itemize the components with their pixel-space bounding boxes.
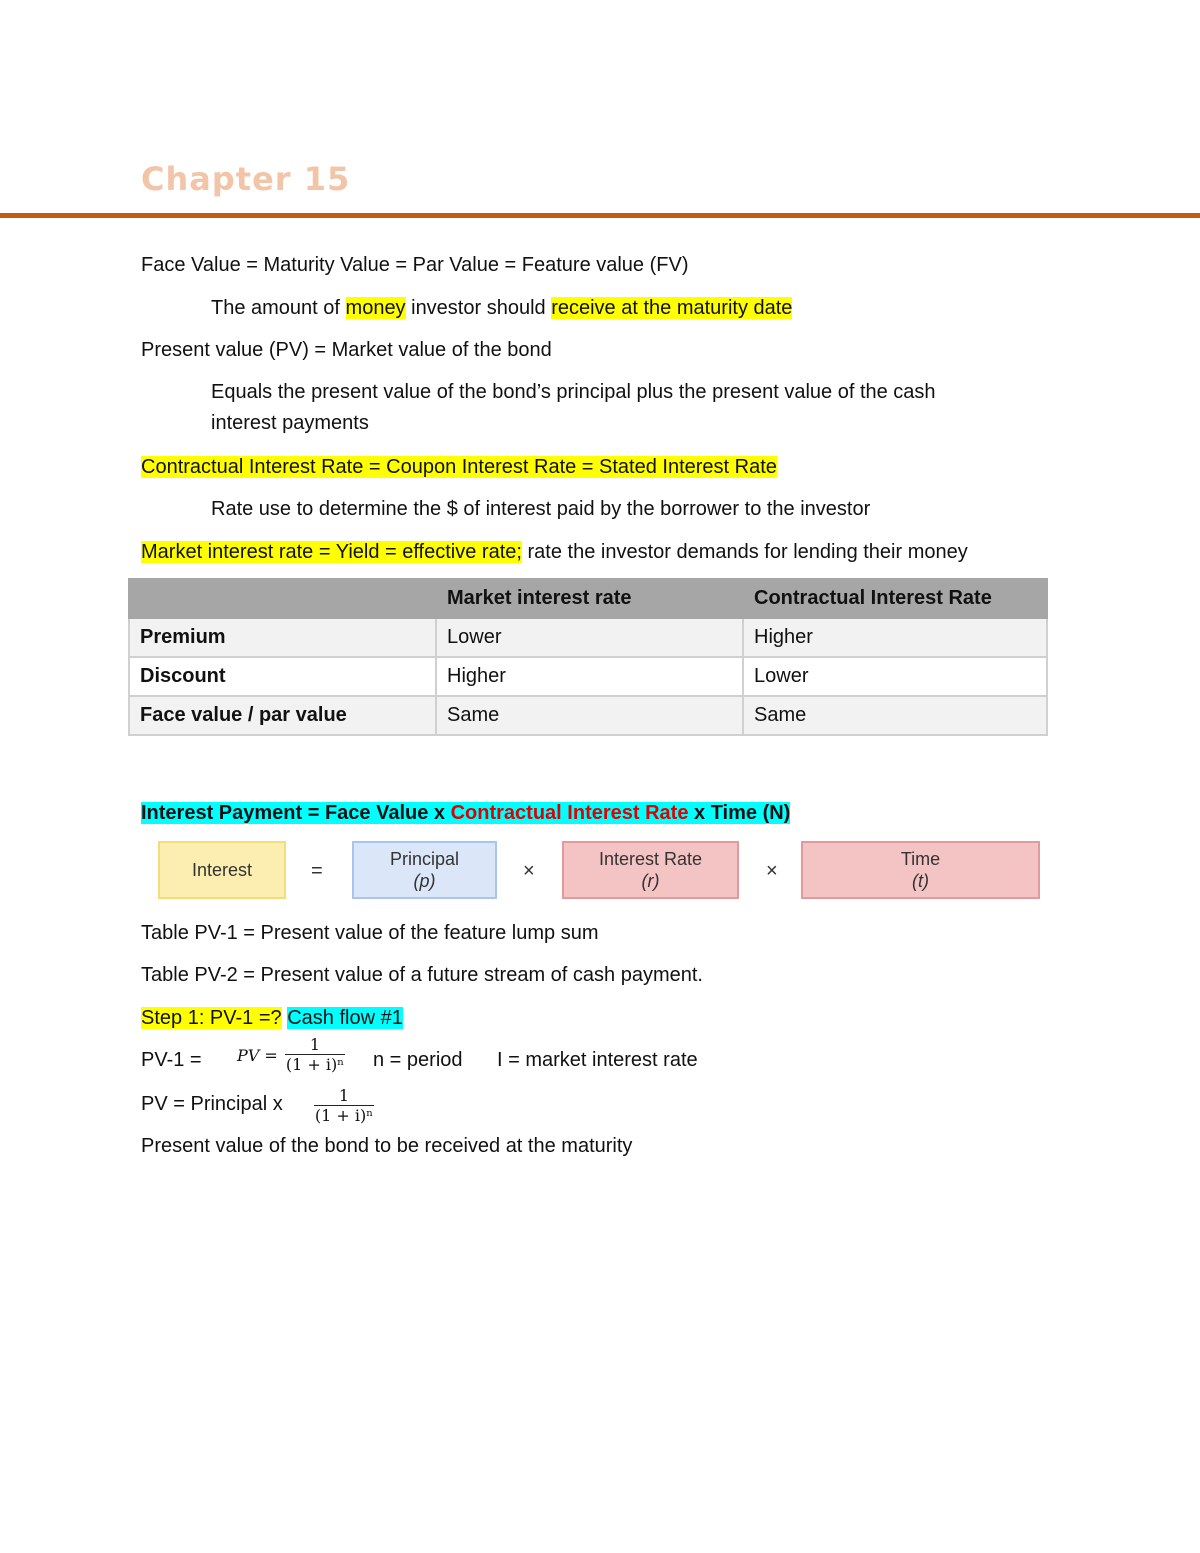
table-row-label: Discount [129, 657, 436, 696]
table-row [129, 696, 1047, 735]
table-header-cell [129, 579, 436, 618]
times-sign: × [766, 860, 778, 882]
table-row-label: Premium [129, 618, 436, 657]
time-variable: (t) [912, 871, 929, 891]
chapter-title: Chapter 15 [141, 160, 351, 198]
table-pv1-note: Table PV-1 = Present value of the feature lump sum [141, 922, 599, 944]
highlight-cash-flow: Cash flow #1 [287, 1007, 403, 1029]
pv-principal-fraction [314, 1087, 374, 1126]
table-header-cell: Market interest rate [436, 579, 743, 618]
face-value-definition: Face Value = Maturity Value = Par Value = Feature value (FV) [141, 254, 689, 276]
text-segment: rate the investor demands for lending their money [521, 541, 968, 563]
highlight-step-1: Step 1: PV-1 =? [141, 1007, 282, 1029]
equals-sign: = [311, 860, 323, 882]
step-1-heading [141, 1005, 403, 1031]
times-sign: × [523, 860, 535, 882]
title-rule [0, 213, 1200, 218]
table-cell: Same [743, 696, 1047, 735]
interest-rate-variable: (r) [641, 871, 660, 891]
principal-box [352, 841, 497, 899]
table-pv2-note: Table PV-2 = Present value of a future stream of cash payment. [141, 964, 703, 986]
text-segment: investor should [405, 297, 552, 319]
table-cell: Higher [436, 657, 743, 696]
present-value-explanation-2: interest payments [211, 412, 369, 434]
highlight-contractual: Contractual Interest Rate = Coupon Interest Rate = Stated Interest Rate [141, 456, 777, 478]
n-definition: n = period [373, 1049, 463, 1071]
formula-contractual-rate: Contractual Interest Rate [450, 802, 689, 824]
table-row-label: Face value / par value [129, 696, 436, 735]
present-value-definition: Present value (PV) = Market value of the bond [141, 339, 552, 361]
rate-comparison-table [128, 578, 1048, 736]
contractual-rate-definition [141, 454, 777, 480]
table-header-cell: Contractual Interest Rate [743, 579, 1047, 618]
interest-label: Interest [191, 860, 253, 880]
formula-text: Interest Payment = Face Value x [141, 802, 451, 824]
pv-lhs: PV = [237, 1046, 278, 1065]
text-segment: The amount of [211, 297, 346, 319]
interest-payment-formula [141, 800, 790, 826]
formula-text: x Time (N) [688, 802, 791, 824]
pv-principal-equation: PV = Principal x [141, 1093, 283, 1115]
table-header-row [129, 579, 1047, 618]
table-cell: Lower [743, 657, 1047, 696]
time-label: Time [900, 849, 941, 869]
highlight-market-rate: Market interest rate = Yield = effective rate; [141, 541, 522, 563]
principal-variable: (p) [413, 871, 436, 891]
table-cell: Lower [436, 618, 743, 657]
interest-rate-box [562, 841, 739, 899]
market-rate-definition [141, 539, 968, 565]
table-row [129, 618, 1047, 657]
formula-part [141, 802, 790, 824]
present-value-explanation-1: Equals the present value of the bond’s principal plus the present value of the cash [211, 381, 936, 403]
fraction-denominator: (1 + i)ⁿ [314, 1106, 374, 1125]
fraction-numerator: 1 [285, 1036, 345, 1055]
table-cell: Higher [743, 618, 1047, 657]
present-value-maturity-note: Present value of the bond to be received at the maturity [141, 1135, 633, 1157]
fraction-denominator: (1 + i)ⁿ [285, 1055, 345, 1074]
face-value-explanation [211, 295, 792, 321]
table-cell: Same [436, 696, 743, 735]
fraction-numerator: 1 [314, 1087, 374, 1106]
interest-rate-label: Interest Rate [598, 849, 703, 869]
i-definition: I = market interest rate [497, 1049, 698, 1071]
pv-fraction [285, 1036, 345, 1075]
pv1-equation-label: PV-1 = [141, 1049, 202, 1071]
contractual-rate-explanation: Rate use to determine the $ of interest paid by the borrower to the investor [211, 498, 871, 520]
highlight-money: money [345, 297, 406, 319]
time-box [801, 841, 1040, 899]
highlight-maturity: receive at the maturity date [551, 297, 793, 319]
principal-label: Principal [389, 849, 460, 869]
interest-box [158, 841, 286, 899]
table-row [129, 657, 1047, 696]
